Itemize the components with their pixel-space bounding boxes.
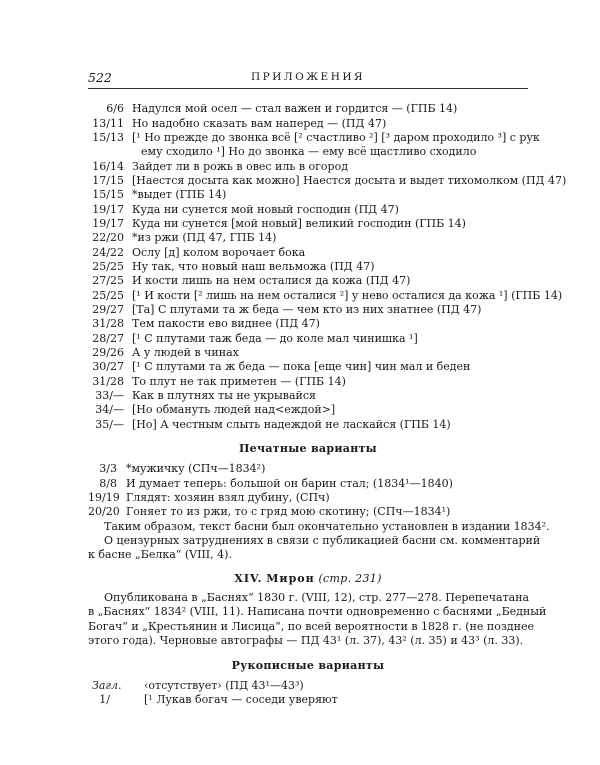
variant-text: [Наестся досыта как можно] Наестся досыта и выдет тихомолком (ПД 47) <box>132 174 567 187</box>
line-ref: 29/27 <box>92 303 124 316</box>
line-ref: 19/17 <box>92 203 124 216</box>
variant-line <box>88 117 528 131</box>
variant-text: Глядят: хозяин взял дубину, (СПч) <box>126 491 330 504</box>
page-number: 522 <box>88 70 112 85</box>
variant-text: [¹ Но прежде до звонка всё [² счастливо ²] [³ даром проходило ³] с рук <box>132 131 540 144</box>
variant-text: [Та] С плутами та ж беда — чем кто из них знатнее (ПД 47) <box>132 303 482 316</box>
variant-line <box>88 102 528 116</box>
variant-line <box>88 360 528 374</box>
section-title-manuscript-variants: Рукописные варианты <box>231 659 385 672</box>
variant-line <box>88 303 528 317</box>
variant-text: И кости лишь на нем осталися да кожа (ПД 47) <box>132 274 411 287</box>
fable-title: Мирон <box>266 572 315 585</box>
variant-line <box>88 403 528 417</box>
line-ref: 35/— <box>95 418 124 431</box>
variant-line <box>88 188 528 202</box>
variant-text: Как в плутнях ты не укрывайся <box>132 389 316 402</box>
variant-line <box>88 217 528 231</box>
variant-text: ему сходило ¹] Но до звонка — ему всё щастливо сходило <box>141 145 477 158</box>
line-ref: 19/19 <box>88 491 120 504</box>
variant-text: Зайдет ли в рожь в овес иль в огород <box>132 160 348 173</box>
line-ref: 24/22 <box>92 246 124 259</box>
variant-line <box>88 131 540 145</box>
variant-text: [¹ С плутами та ж беда — пока [еще чин] чин мал и беден <box>132 360 471 373</box>
line-ref: 29/26 <box>92 346 124 359</box>
variant-line <box>88 160 528 174</box>
variant-text: [¹ И кости [² лишь на нем осталися ²] у нево осталися да кожа ¹] (ГПБ 14) <box>132 289 563 302</box>
line-ref: 31/28 <box>92 375 124 388</box>
line-ref: 22/20 <box>92 231 124 244</box>
line-ref: 3/3 <box>99 462 117 475</box>
line-ref: 8/8 <box>99 477 117 490</box>
running-head: ПРИЛОЖЕНИЯ <box>250 71 365 83</box>
publication-note-line: этого года). Черновые автографы — ПД 43¹ (л. 37), 43² (л. 35) и 43³ (л. 33). <box>88 634 524 647</box>
line-ref: 1/ <box>99 693 110 706</box>
variant-text: [¹ С плутами таж беда — до коле мал чинишка ¹] <box>132 332 418 345</box>
line-ref: 20/20 <box>88 505 120 518</box>
variant-text: Куда ни сунется [мой новый] великий господин (ГПБ 14) <box>132 217 466 230</box>
publication-note-line: Богач“ и „Крестьянин и Лисица“, по всей вероятности в 1828 г. (не позднее <box>88 620 534 633</box>
variant-text: Тем пакости ево виднее (ПД 47) <box>132 317 320 330</box>
variant-line <box>88 274 528 288</box>
variant-text: Куда ни сунется мой новый господин (ПД 47) <box>132 203 399 216</box>
fable-page-ref: (стр. 231) <box>318 572 382 585</box>
variant-line <box>88 260 528 274</box>
variant-line <box>88 418 528 432</box>
line-ref: 25/25 <box>92 260 124 273</box>
print-variant-line <box>88 491 528 505</box>
line-ref: 27/25 <box>92 274 124 287</box>
variant-line <box>88 246 528 260</box>
variant-line <box>88 145 528 159</box>
variant-line <box>88 317 528 331</box>
line-ref: 15/13 <box>92 131 124 144</box>
line-ref: 25/25 <box>92 289 124 302</box>
variant-text: Но надобно сказать вам наперед — (ПД 47) <box>132 117 387 130</box>
line-ref: 31/28 <box>92 317 124 330</box>
variant-line <box>88 174 567 188</box>
fable-heading <box>88 572 528 585</box>
variant-line <box>88 231 528 245</box>
commentary-line: к басне „Белка“ (VIII, 4). <box>88 548 232 561</box>
print-variant-line <box>88 505 528 519</box>
variant-text: Ну так, что новый наш вельможа (ПД 47) <box>132 260 375 273</box>
line-ref: 6/6 <box>106 102 124 115</box>
line-ref: 16/14 <box>92 160 124 173</box>
variant-line <box>88 289 563 303</box>
variant-text: И думает теперь: большой он барин стал; (1834¹—1840) <box>126 477 453 490</box>
print-variant-line <box>88 477 528 491</box>
line-ref: 15/15 <box>92 188 124 201</box>
publication-note-line: в „Баснях“ 1834² (VIII, 11). Написана почти одновременно с баснями „Бедный <box>88 605 547 618</box>
variant-text: ‹отсутствует› (ПД 43¹—43³) <box>144 679 304 692</box>
variant-text: *мужичку (СПч—1834²) <box>126 462 266 475</box>
commentary-line: Таким образом, текст басни был окончательно установлен в издании 1834². <box>104 520 550 533</box>
line-ref: 19/17 <box>92 217 124 230</box>
variant-text: [Но обмануть людей над<еждой>] <box>132 403 336 416</box>
variant-text: Надулся мой осел — стал важен и гордится — (ГПБ 14) <box>132 102 458 115</box>
line-ref: Загл. <box>92 679 122 692</box>
variant-text: *из ржи (ПД 47, ГПБ 14) <box>132 231 277 244</box>
section-title-print-variants: Печатные варианты <box>238 442 378 455</box>
variant-line <box>88 679 528 693</box>
variant-line <box>88 389 528 403</box>
variant-text: А у людей в чинах <box>132 346 239 359</box>
variant-line <box>88 375 528 389</box>
line-ref: 17/15 <box>92 174 124 187</box>
variant-text: [¹ Лукав богач — соседи уверяют <box>144 693 338 706</box>
commentary-line: О цензурных затруднениях в связи с публикацией басни см. комментарий <box>104 534 541 547</box>
fable-number: XIV. <box>234 572 263 585</box>
publication-note-line: Опубликована в „Баснях“ 1830 г. (VIII, 12), стр. 277—278. Перепечатана <box>104 591 530 604</box>
variant-line <box>88 203 528 217</box>
variant-text: Ослу [д] колом ворочает бока <box>132 246 306 259</box>
variant-text: [Но] А честным слыть надеждой не ласкайся (ГПБ 14) <box>132 418 451 431</box>
variant-line <box>88 346 528 360</box>
variant-line <box>88 332 528 346</box>
print-variant-line <box>88 462 528 476</box>
variant-text: Гоняет то из ржи, то с гряд мою скотину; (СПч—1834¹) <box>126 505 451 518</box>
line-ref: 34/— <box>95 403 124 416</box>
page-header <box>88 70 528 89</box>
variant-text: То плут не так приметен — (ГПБ 14) <box>132 375 346 388</box>
variant-line <box>88 693 528 707</box>
line-ref: 33/— <box>95 389 124 402</box>
line-ref: 13/11 <box>92 117 124 130</box>
line-ref: 30/27 <box>92 360 124 373</box>
variant-text: *выдет (ГПБ 14) <box>132 188 227 201</box>
line-ref: 28/27 <box>92 332 124 345</box>
